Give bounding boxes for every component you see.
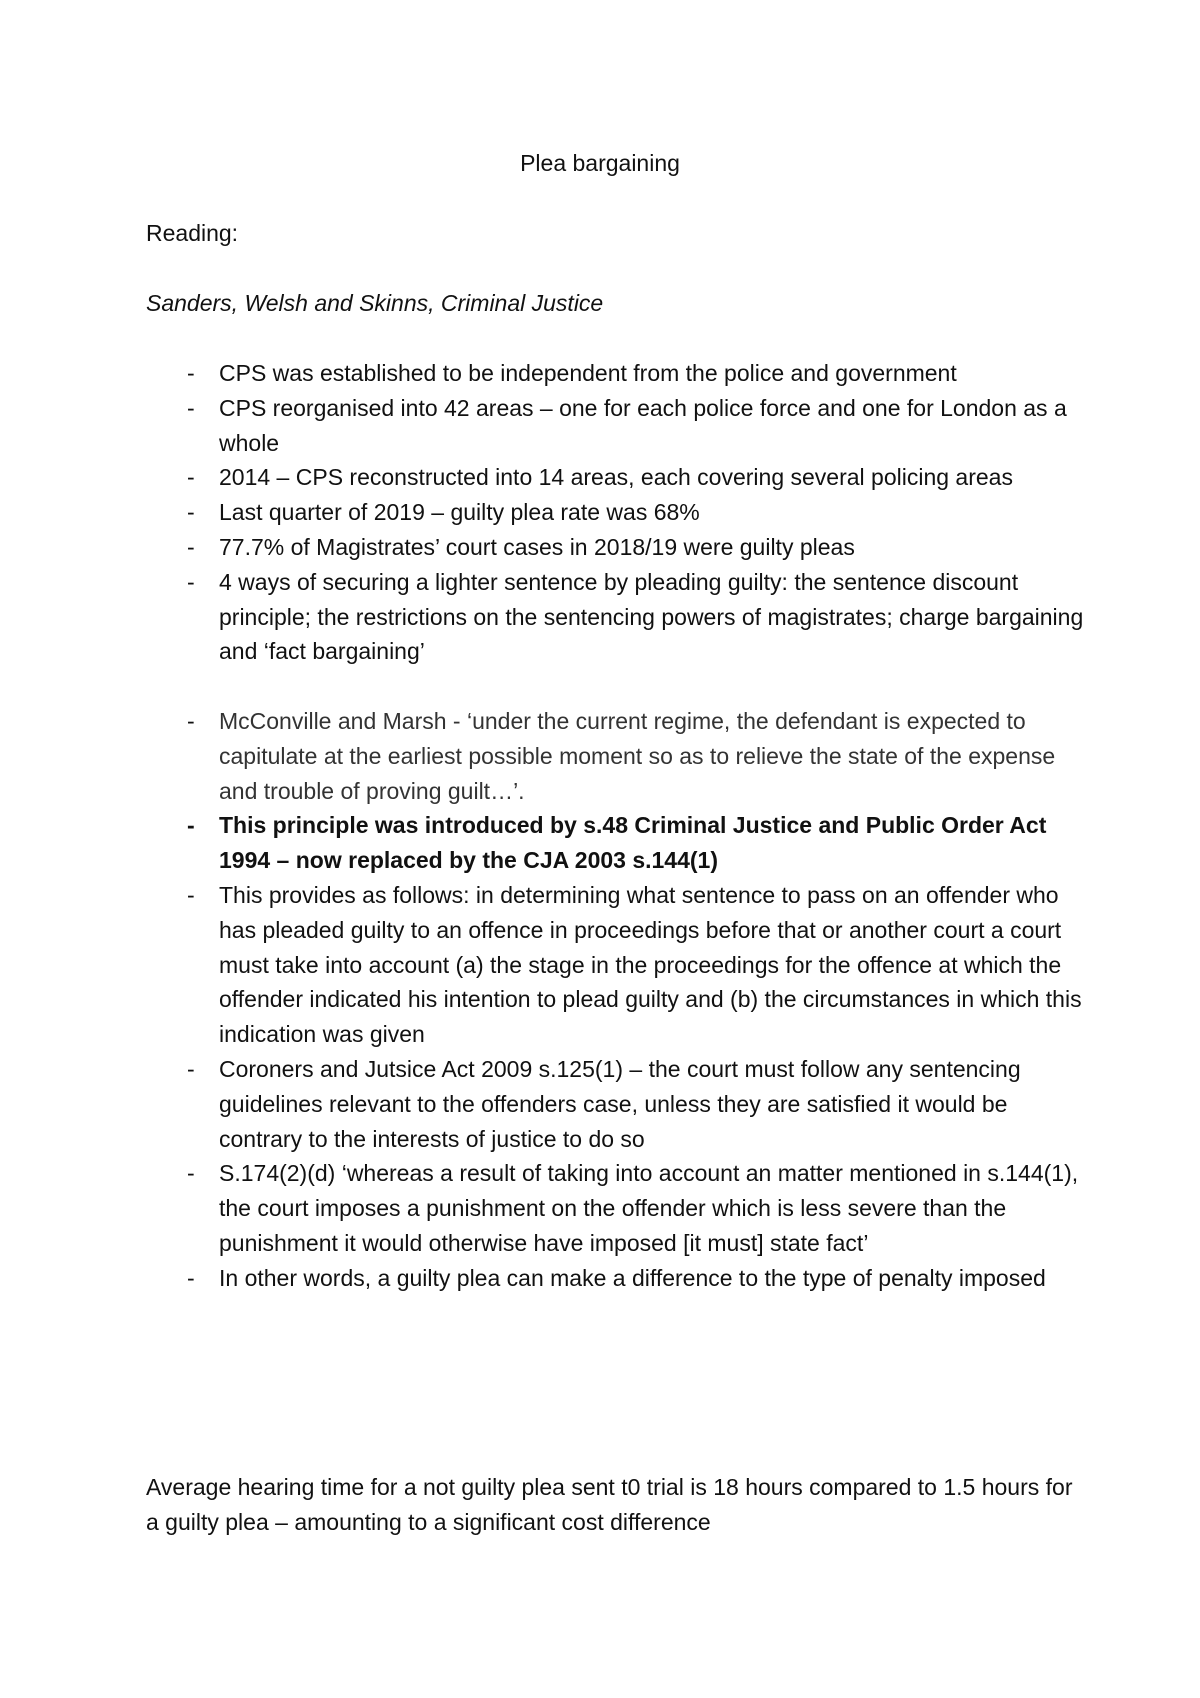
bullet-text: CPS was established to be independent from the police and government (219, 360, 957, 386)
bullet-dash: - (187, 707, 195, 734)
bullet-text: 77.7% of Magistrates’ court cases in 2018/19 were guilty pleas (219, 533, 855, 560)
bullet-text: 2014 – CPS reconstructed into 14 areas, each covering several policing areas (219, 464, 1013, 491)
list-item (146, 391, 1086, 461)
list-item (146, 808, 1086, 878)
bullet-dash: - (187, 568, 195, 595)
list-item (146, 704, 1086, 808)
bullet-dash: - (187, 1055, 195, 1082)
list-item (146, 460, 1086, 495)
bullet-text: Coroners and Jutsice Act 2009 s.125(1) – the court must follow any sentencing guidelines relevant to the offenders case, unless they are satisfied it would be contrary to the interests of justice to do so (219, 1055, 1021, 1152)
bullet-dash: - (187, 1160, 195, 1187)
bullet-dash: - (187, 394, 195, 421)
bullet-dash: - (187, 499, 195, 526)
bullet-text: This principle was introduced by s.48 Criminal Justice and Public Order Act 1994 – now replaced by the CJA 2003 s.144(1) (219, 812, 1047, 874)
bullet-dash: - (187, 464, 195, 491)
bullet-dash: - (187, 881, 195, 908)
list-item (146, 530, 1086, 565)
list-item (146, 878, 1086, 1052)
list-item (146, 495, 1086, 530)
bullet-text: In other words, a guilty plea can make a difference to the type of penalty imposed (219, 1264, 1046, 1291)
list-item (146, 565, 1086, 669)
reading-label: Reading: (146, 220, 239, 246)
bullet-text: McConville and Marsh - ‘under the current regime, the defendant is expected to capitulate at the earliest possible moment so as to relieve the state of the expense and trouble of proving guilt…’. (219, 707, 1056, 804)
bullet-text: Last quarter of 2019 – guilty plea rate was 68% (219, 499, 700, 526)
bullet-dash: - (187, 812, 195, 839)
bullet-dash: - (187, 533, 195, 560)
bullet-text: This provides as follows: in determining what sentence to pass on an offender who has pleaded guilty to an offence in proceedings before that or another court a court must take into account (a) the stage in the proceedings for the offence at which the offender indicated his intention to plead guilty and (b) the circumstances in which this indication was given (219, 881, 1082, 1048)
bullet-text: CPS reorganised into 42 areas – one for each police force and one for London as a whole (219, 394, 1067, 456)
list-item (146, 1261, 1086, 1296)
document-title: Plea bargaining (520, 150, 680, 176)
list-item (146, 1156, 1086, 1260)
reading-source: Sanders, Welsh and Skinns, Criminal Justice (146, 290, 604, 316)
bullet-dash: - (187, 1264, 195, 1291)
bullet-dash: - (187, 360, 195, 386)
bullet-text: 4 ways of securing a lighter sentence by pleading guilty: the sentence discount principle; the restrictions on the sentencing powers of magistrates; charge bargaining and ‘fact bargaining’ (219, 568, 1084, 665)
list-item (146, 1052, 1086, 1156)
bullet-text: S.174(2)(d) ‘whereas a result of taking into account an matter mentioned in s.144(1), the court imposes a punishment on the offender which is less severe than the punishment it would otherwise have imposed [it must] state fact’ (219, 1160, 1079, 1256)
summary-paragraph: Average hearing time for a not guilty plea sent t0 trial is 18 hours compared to 1.5 hours for a guilty plea – amounting to a significant cost difference (146, 1474, 1073, 1535)
bullet-list (146, 356, 1086, 1296)
list-item (146, 356, 1086, 391)
